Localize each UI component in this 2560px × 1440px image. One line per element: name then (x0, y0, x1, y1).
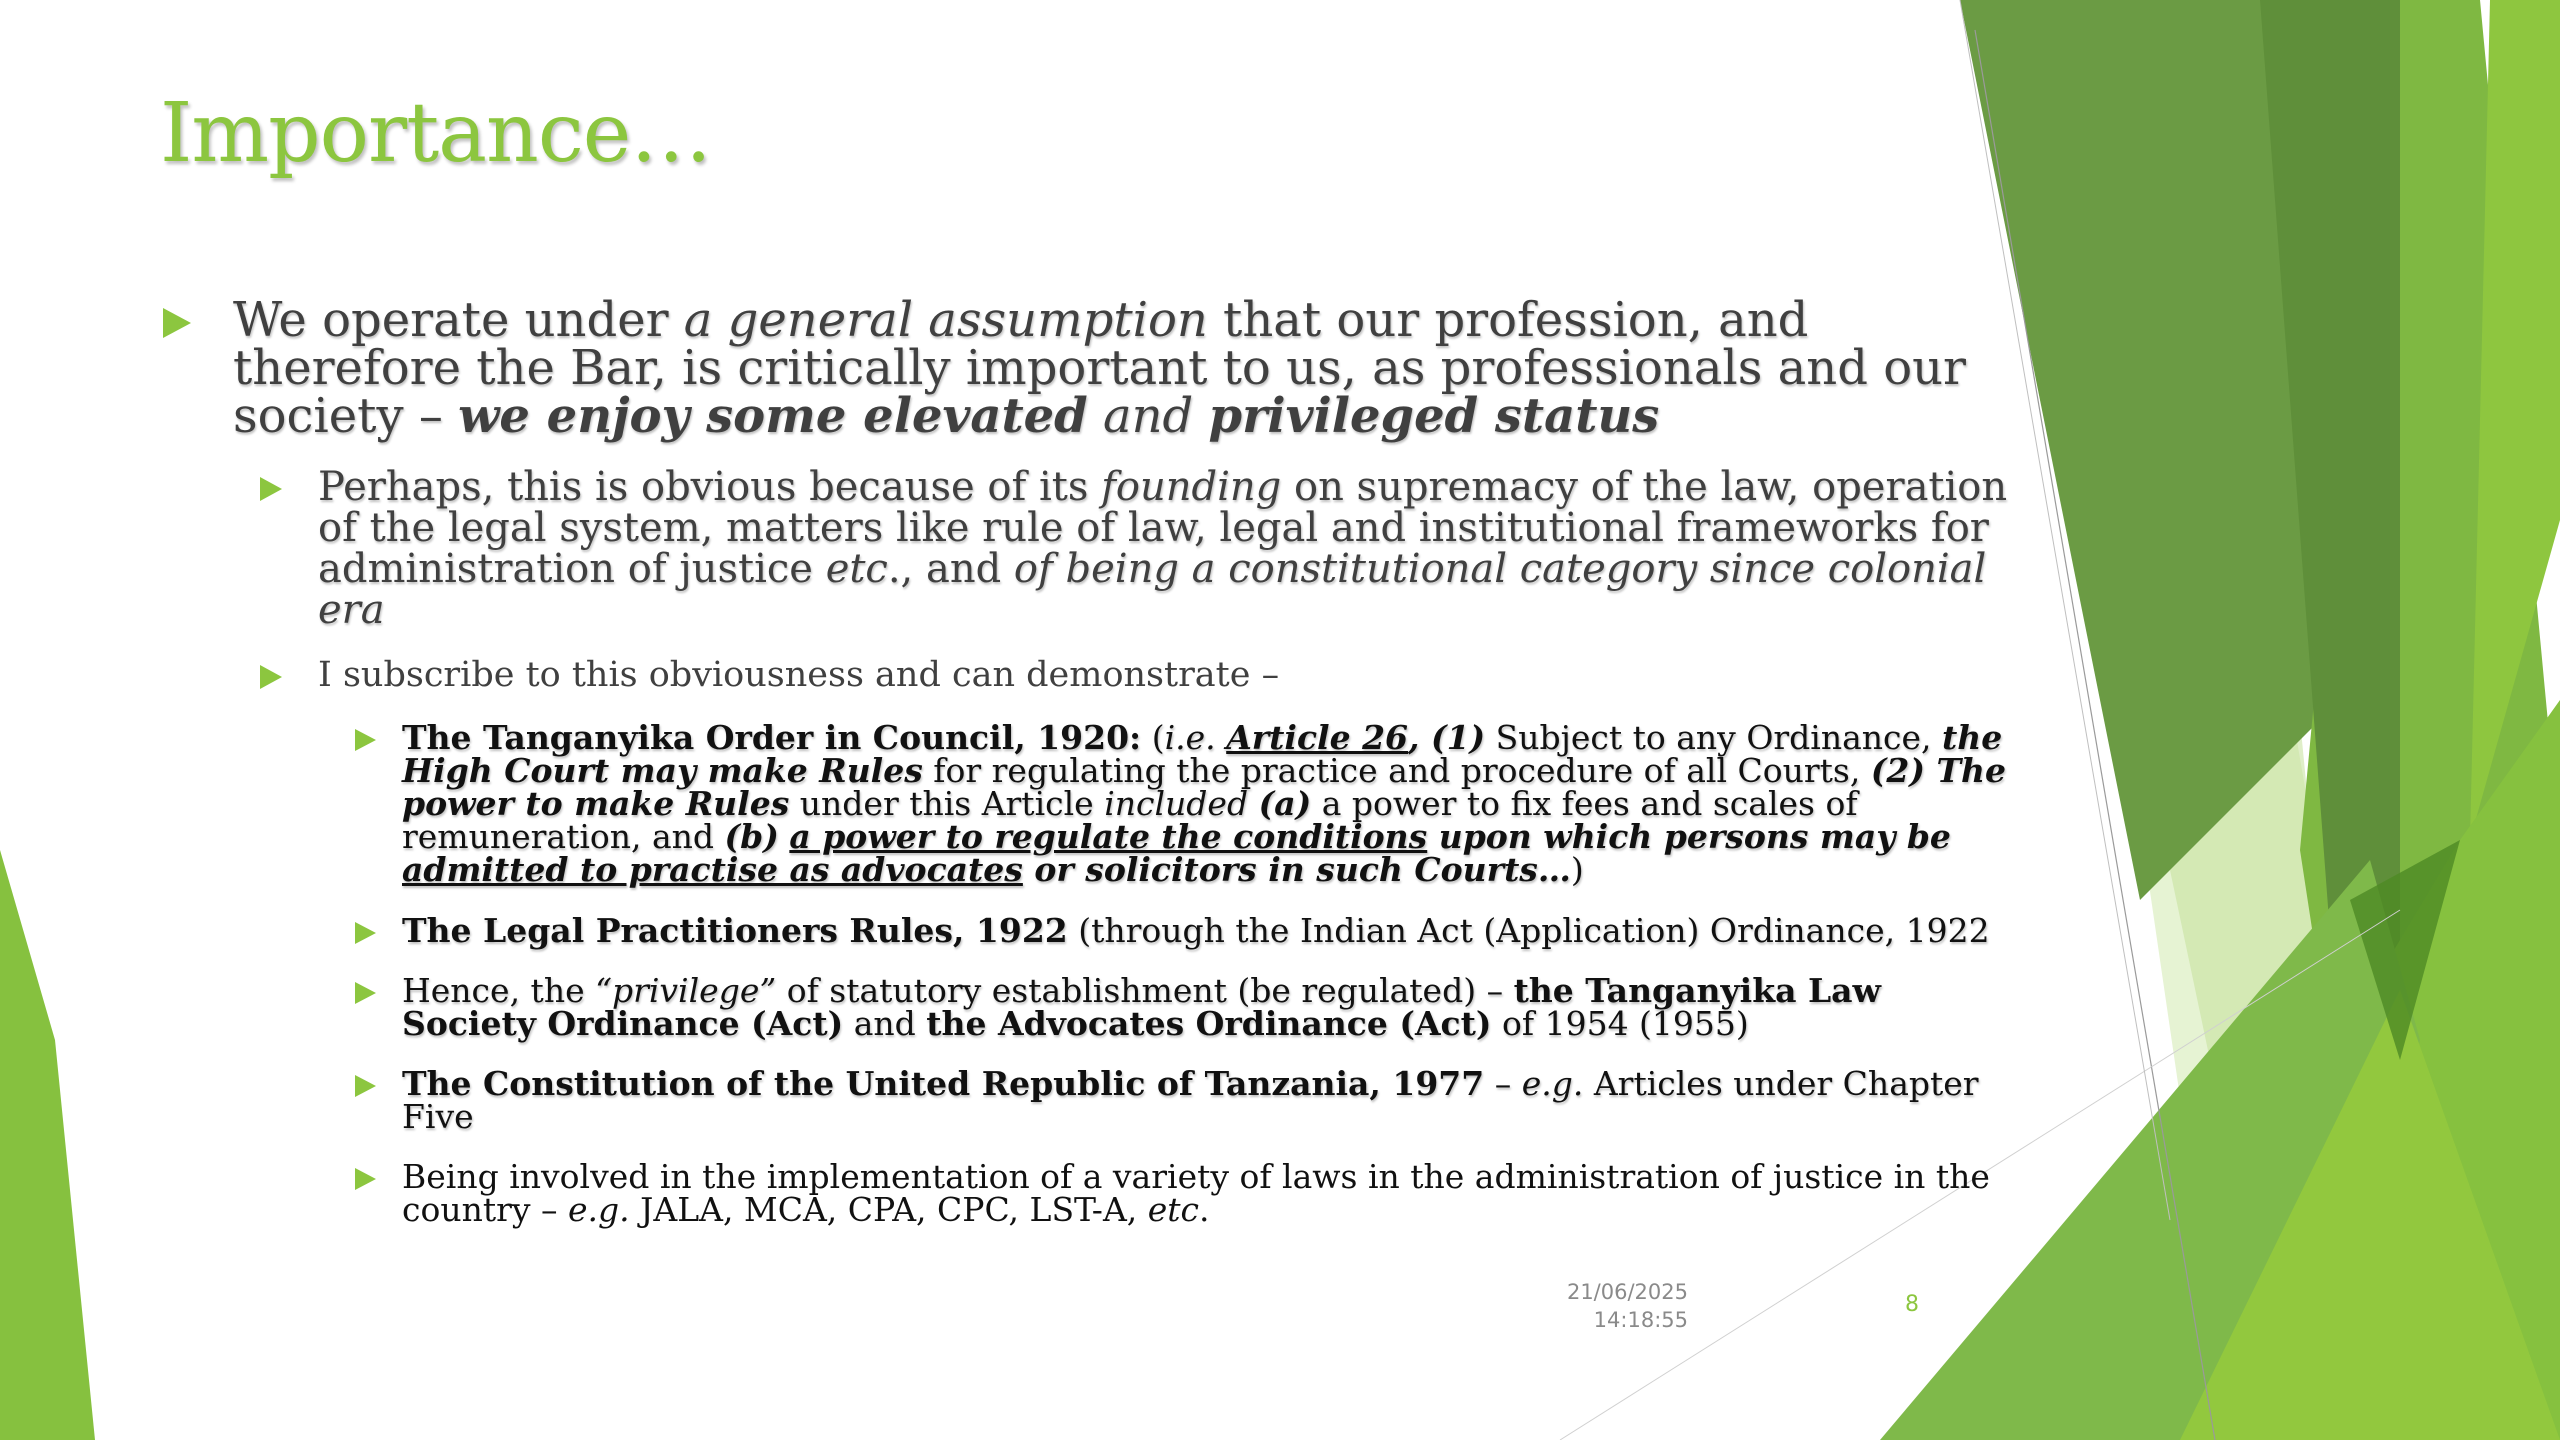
bullet-implementation: Being involved in the implementation of a variety of laws in the administration of justice in the country – e.g. JALA, MCA, CPA, CPC, LST-A, etc. (402, 1160, 2022, 1226)
slide-title: Importance… (160, 86, 712, 181)
bullet-legal-practitioners-rules: The Legal Practitioners Rules, 1922 (through the Indian Act (Application) Ordinance, 1922 (402, 914, 2022, 947)
bullet-founding: Perhaps, this is obvious because of its founding on supremacy of the law, operation of the legal system, matters like rule of law, legal and institutional frameworks for administration of justice etc., and of being a constitutional category since colonial era (318, 467, 2018, 631)
bullet-constitution: The Constitution of the United Republic of Tanzania, 1977 – e.g. Articles under Chapter Five (402, 1067, 2022, 1133)
triangle-bullet-icon (355, 982, 376, 1004)
triangle-bullet-icon (163, 308, 191, 338)
triangle-bullet-icon (355, 1168, 376, 1190)
slide-date: 21/06/2025 (1566, 1280, 1688, 1304)
slide-time: 14:18:55 (1593, 1308, 1688, 1332)
triangle-bullet-icon (355, 729, 376, 751)
slide-date-time (1548, 1278, 1688, 1334)
bullet-tanganyika-order: The Tanganyika Order in Council, 1920: (i.e. Article 26, (1) Subject to any Ordinance, the High Court may make Rules for regulating the practice and procedure of all Courts, (2) The power to make Rules under this Article included (a) a power to fix fees and scales of remuneration, and (b) a power to regulate the conditions upon which persons may be admitted to practise as advocates or solicitors in such Courts…) (402, 721, 2022, 886)
triangle-bullet-icon (260, 665, 282, 689)
bullet-privilege: Hence, the “privilege” of statutory establishment (be regulated) – the Tanganyika Law Society Ordinance (Act) and the Advocates Ordinance (Act) of 1954 (1955) (402, 974, 2022, 1040)
triangle-bullet-icon (355, 1075, 376, 1097)
triangle-bullet-icon (260, 477, 282, 501)
bullet-subscribe: I subscribe to this obviousness and can demonstrate – (318, 655, 2018, 695)
bullet-general-assumption: We operate under a general assumption that our profession, and therefore the Bar, is critically important to us, as professionals and our society – we enjoy some elevated and privileged status (233, 296, 2013, 440)
slide-page-number: 8 (1905, 1292, 1919, 1317)
triangle-bullet-icon (355, 922, 376, 944)
